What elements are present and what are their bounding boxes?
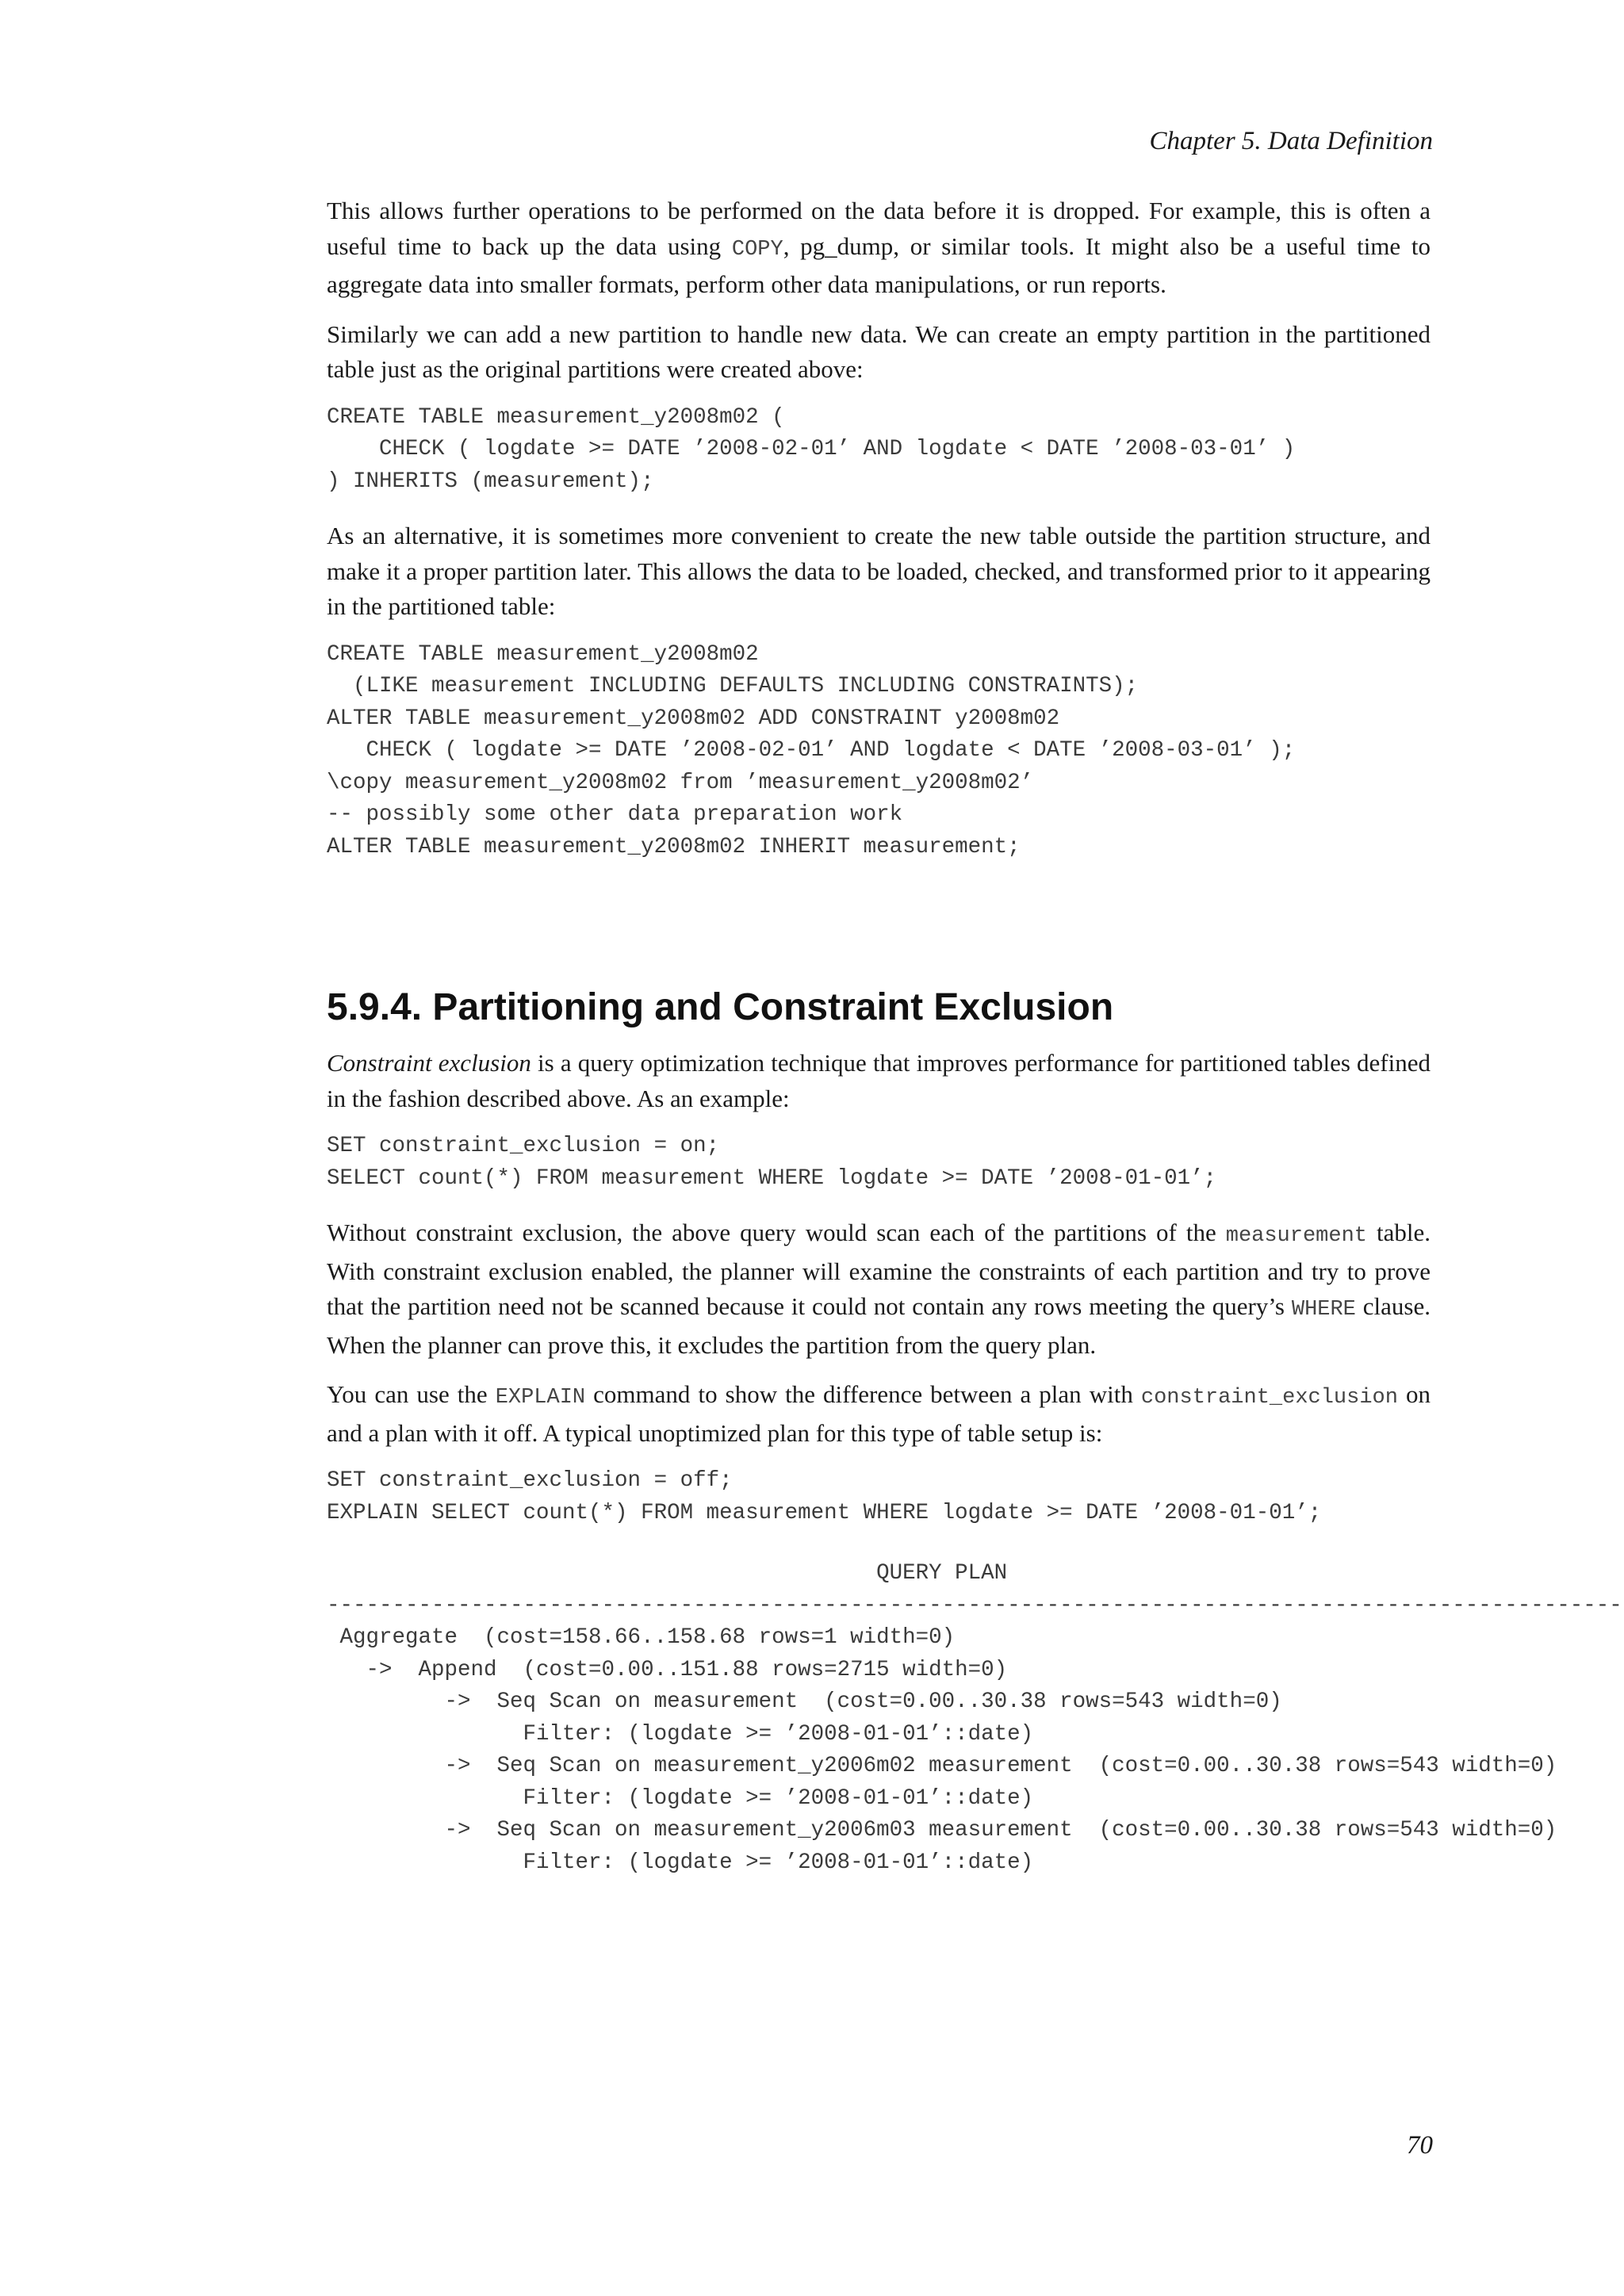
code-block-like-inherit: CREATE TABLE measurement_y2008m02 (LIKE measurement INCLUDING DEFAULTS INCLUDING CONSTRAINTS); ALTER TABLE measurement_y2008m02 ADD CONSTRAINT y2008m02 CHECK ( logdate >= DATE ’2008-02-01’ AND logdate < DATE ’2008-03-01’ ); \copy measurement_y2008m02 from ’measurement_y2008m02’ -- possibly some other data preparation work ALTER TABLE measurement_y2008m02 INHERIT measurement;: [327, 641, 1296, 859]
paragraph-text: Without constraint exclusion, the above query would scan each of the partitions of the: [327, 1219, 1226, 1246]
paragraph-text: on and a plan with it off. A typical unoptimized plan for this type of table setup is:: [327, 1380, 1431, 1447]
code-block-exclusion-on: SET constraint_exclusion = on; SELECT count(*) FROM measurement WHERE logdate >= DATE ’2008-01-01’;: [327, 1134, 1217, 1191]
inline-code-measurement: measurement: [1225, 1224, 1367, 1248]
paragraph-text: This allows further operations to be performed on the data before it is dropped. For example, this is often a useful time to back up the data using: [327, 197, 1431, 260]
page-number: 70: [1407, 2131, 1433, 2160]
paragraph-without-exclusion: [327, 1215, 1431, 1363]
paragraph-explain: [327, 1377, 1431, 1451]
paragraph-text: table. With constraint exclusion enabled, the planner will examine the constraints of each partition and try to prove that the partition need not be scanned because it could not contain any rows meeting the query’s: [327, 1219, 1431, 1320]
inline-code-where: WHERE: [1291, 1298, 1356, 1322]
code-block-create-partition: CREATE TABLE measurement_y2008m02 ( CHECK ( logdate >= DATE ’2008-02-01’ AND logdate < DATE ’2008-03-01’ ) ) INHERITS (measurement);: [327, 404, 1296, 494]
paragraph-text: clause. When the planner can prove this, it excludes the partition from the query plan.: [327, 1292, 1431, 1359]
query-plan-output: [327, 1558, 1624, 1879]
paragraph-constraint-exclusion-intro: [327, 1046, 1431, 1116]
inline-code-constraint-exclusion: constraint_exclusion: [1140, 1386, 1398, 1410]
paragraph-drop-operations: [327, 193, 1431, 303]
paragraph-text: command to show the difference between a plan with: [585, 1380, 1141, 1408]
code-block-exclusion-off: SET constraint_exclusion = off; EXPLAIN SELECT count(*) FROM measurement WHERE logdate >= DATE ’2008-01-01’;: [327, 1468, 1322, 1525]
section-heading: 5.9.4. Partitioning and Constraint Exclusion: [327, 986, 1114, 1028]
inline-code-explain: EXPLAIN: [495, 1386, 586, 1410]
paragraph-alternative: As an alternative, it is sometimes more convenient to create the new table outside the partition structure, and make it a proper partition later. This allows the data to be loaded, checked, and transformed prior to it appearing in the partitioned table:: [327, 522, 1431, 620]
inline-code-copy: COPY: [731, 237, 783, 262]
term-constraint-exclusion: Constraint exclusion: [327, 1049, 531, 1077]
page-body: [327, 193, 1622, 1879]
paragraph-add-partition: Similarly we can add a new partition to handle new data. We can create an empty partition in the partitioned table just as the original partitions were created above:: [327, 320, 1431, 383]
query-plan-text: QUERY PLAN --------------------------------------------------------------------------------------------------- Aggregate (cost=158.66..158.68 rows=1 width=0) -> Append (cost=0.00..151.88 rows=2715 width=0) -> Seq Scan on measurement (cost=0.00..30.38 rows=543 width=0) Filter: (logdate >= ’2008-01-01’::date) -> Seq Scan on measurement_y2006m02 measurement (cost=0.00..30.38 rows=543 width=0) Filter: (logdate >= ’2008-01-01’::date) -> Seq Scan on measurement_y2006m03 measurement (cost=0.00..30.38 rows=543 width=0) Filter: (logdate >= ’2008-01-01’::date): [327, 1561, 1622, 1875]
paragraph-text: is a query optimization technique that improves performance for partitioned tables defined in the fashion described above. As an example:: [327, 1049, 1431, 1112]
paragraph-text: You can use the: [327, 1380, 496, 1408]
running-header: Chapter 5. Data Definition: [1149, 127, 1433, 155]
paragraph-text: , pg_dump, or similar tools. It might also be a useful time to aggregate data into smaller formats, perform other data manipulations, or run reports.: [327, 232, 1431, 298]
